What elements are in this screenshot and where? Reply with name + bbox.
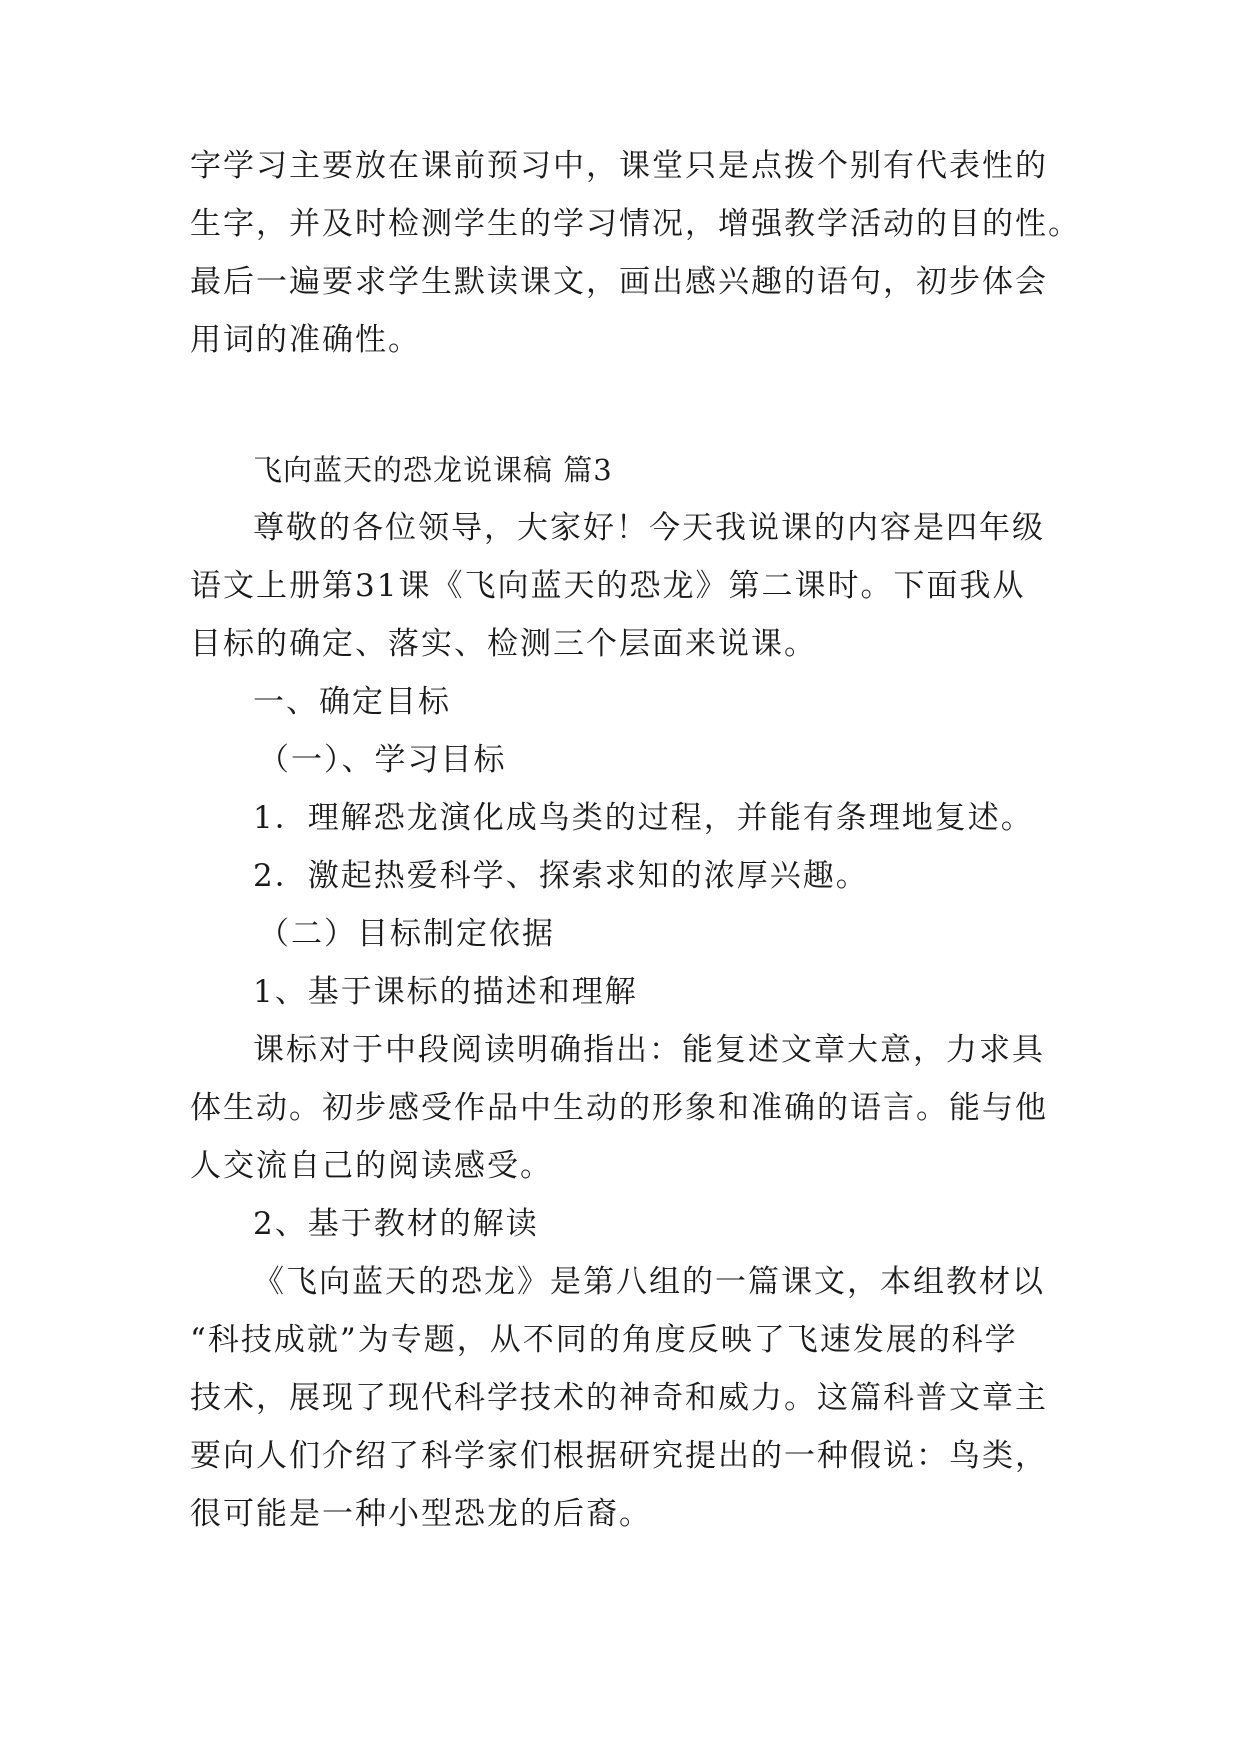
- paragraph-line: 《飞向蓝天的恐龙》是第八组的一篇课文，本组教材以: [253, 1264, 1045, 1300]
- paragraph-line: 用词的准确性。: [190, 322, 421, 358]
- paragraph-line: 课标对于中段阅读明确指出：能复述文章大意，力求具: [253, 1032, 1045, 1068]
- heading-line: （一）、学习目标: [258, 742, 507, 778]
- section-title: 飞向蓝天的恐龙说课稿 篇3: [253, 453, 613, 487]
- paragraph-line: 尊敬的各位领导，大家好！今天我说课的内容是四年级: [253, 510, 1045, 546]
- paragraph-line: 生字，并及时检测学生的学习情况，增强教学活动的目的性。: [190, 206, 1081, 242]
- list-item: 2．激起热爱科学、探索求知的浓厚兴趣。: [253, 858, 869, 894]
- paragraph-line: 语文上册第31课《飞向蓝天的恐龙》第二课时。下面我从: [190, 568, 1026, 604]
- paragraph-line: 目标的确定、落实、检测三个层面来说课。: [190, 626, 817, 662]
- list-item: 1．理解恐龙演化成鸟类的过程，并能有条理地复述。: [253, 800, 1034, 836]
- paragraph-line: 技术，展现了现代科学技术的神奇和威力。这篇科普文章主: [190, 1380, 1048, 1416]
- paragraph-line: 最后一遍要求学生默读课文，画出感兴趣的语句，初步体会: [190, 264, 1048, 300]
- paragraph-line: 体生动。初步感受作品中生动的形象和准确的语言。能与他: [190, 1090, 1048, 1126]
- heading-line: 2、基于教材的解读: [253, 1206, 539, 1242]
- paragraph-line: 很可能是一种小型恐龙的后裔。: [190, 1496, 652, 1532]
- paragraph-line: “科技成就”为专题，从不同的角度反映了飞速发展的科学: [190, 1322, 1018, 1358]
- paragraph-line: 要向人们介绍了科学家们根据研究提出的一种假说：鸟类，: [190, 1438, 1048, 1474]
- heading-line: 1、基于课标的描述和理解: [253, 974, 638, 1010]
- paragraph-line: 人交流自己的阅读感受。: [190, 1148, 553, 1184]
- heading-line: （二）目标制定依据: [258, 916, 555, 952]
- paragraph-line: 字学习主要放在课前预习中，课堂只是点拨个别有代表性的: [190, 148, 1048, 184]
- heading-line: 一、确定目标: [253, 684, 451, 720]
